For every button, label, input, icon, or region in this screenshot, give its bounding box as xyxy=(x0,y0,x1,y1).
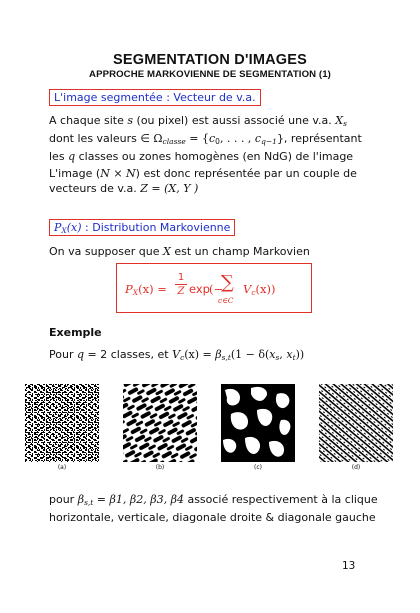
caption-d: (d) xyxy=(351,464,361,471)
page-title: SEGMENTATION D'IMAGES xyxy=(112,52,307,68)
section-box-vecteur: L'image segmentée : Vecteur de v.a. xyxy=(49,89,261,106)
sum-symbol: ∑ xyxy=(221,272,234,293)
paragraph-site: A chaque site s (ou pixel) est aussi associé une v.a. $X_s$ dont les valeurs ∈ $\Omega_{classe} = \{c_0$, . . . , $c_{q-1}$}, représentant les q classes ou zones homogènes (en NdG) de l'image xyxy=(49,114,362,163)
caption-c: (c) xyxy=(254,464,262,471)
caption-b: (b) xyxy=(155,464,165,471)
fraction-1-over-z: 1 Z xyxy=(175,272,187,297)
texture-images-row xyxy=(25,384,395,476)
paragraph-markov: On va supposer que X est un champ Markovien xyxy=(49,245,310,258)
texture-image-a xyxy=(25,384,99,462)
gibbs-formula-box: $P_X(x)$ = 1 Z exp (− ∑ c∈C $V_c(x)$) xyxy=(116,263,312,313)
example-formula: Pour q = 2 classes, et $V_c(x) = \beta_{s,t}(1 - \delta(x_s$, $x_t$)) xyxy=(49,348,305,362)
page-subtitle: APPROCHE MARKOVIENNE DE SEGMENTATION (1) xyxy=(89,69,331,80)
paragraph-cliques: pour $\beta_{s,t} = \beta 1$, β2, β3, β4 associé respectivement à la clique horizontale, verticale, diagonale droite & diagonale gauche xyxy=(49,493,378,524)
texture-image-b xyxy=(123,384,197,462)
paragraph-image: L'image (N × N) est donc représentée par un couple de vecteurs de v.a. Z = (X, Y ) xyxy=(49,167,357,195)
section-box-distribution: $P_X(x)$ : Distribution Markovienne xyxy=(49,219,235,236)
texture-image-c xyxy=(221,384,295,462)
page-number: 13 xyxy=(342,560,356,572)
sum-index: c∈C xyxy=(218,296,234,305)
texture-image-d xyxy=(319,384,393,462)
example-heading: Exemple xyxy=(49,326,102,339)
caption-a: (a) xyxy=(57,464,67,471)
